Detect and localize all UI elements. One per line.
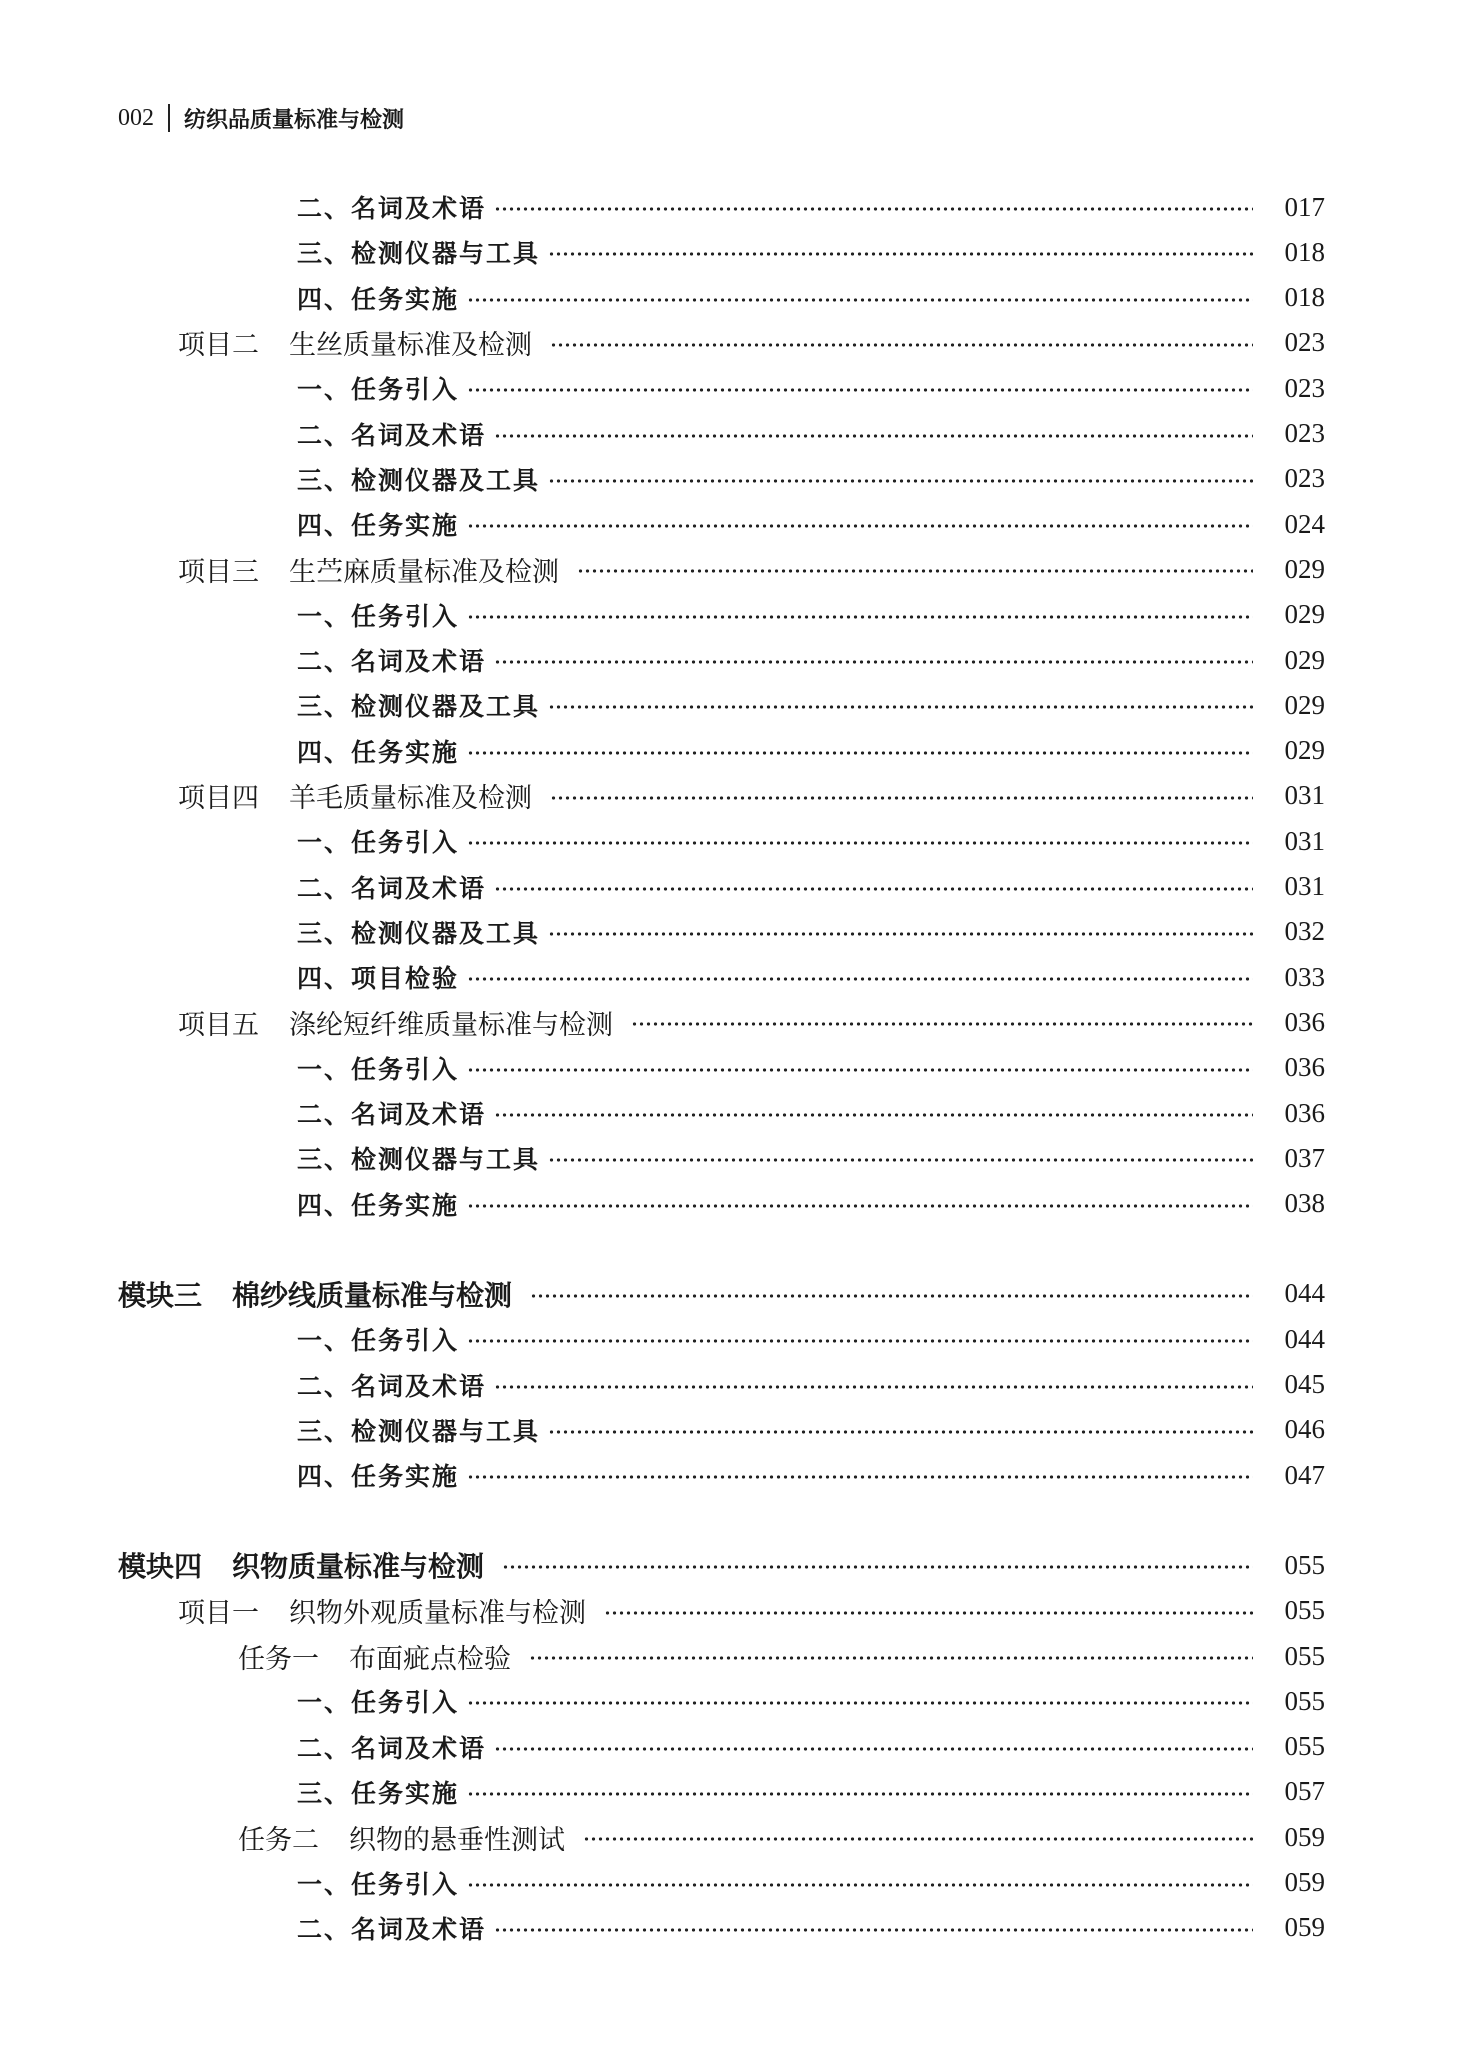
toc-subsection-entry[interactable] [0,1046,1325,1090]
toc-entry-title [178,776,532,815]
dot-leader [631,1022,1253,1026]
toc-entry-title [297,416,486,452]
toc-entry-title [297,914,540,950]
toc-page-number: 044 [1284,1278,1325,1309]
toc-subsection-entry[interactable] [0,1679,1325,1723]
toc-entry-text: 织物质量标准与检测 [232,1550,485,1584]
toc-subsection-entry[interactable] [0,502,1325,546]
toc-subsection-entry[interactable] [0,1408,1325,1452]
toc-entry-title [297,1774,459,1810]
toc-entry-title [238,1818,565,1857]
toc-entry-title [297,461,540,497]
toc-task-entry[interactable] [0,1815,1325,1859]
toc-entry-text: 二、名词及术语 [297,1371,487,1401]
toc-entry-text: 二、名词及术语 [297,873,487,903]
toc-entry-text: 二、名词及术语 [297,194,487,223]
toc-subsection-entry[interactable] [0,276,1325,320]
toc-subsection-entry[interactable] [0,366,1325,410]
toc-page-number: 029 [1284,644,1325,675]
toc-entry-title [297,234,540,270]
toc-page-number: 017 [1284,191,1325,222]
dot-leader [494,1747,1253,1751]
toc-subsection-entry[interactable] [0,910,1325,954]
toc-subsection-entry[interactable] [0,865,1325,909]
toc-entry-text: 三、检测仪器与工具 [297,1145,541,1175]
dot-leader [529,1656,1253,1660]
toc-page-number: 047 [1284,1459,1325,1490]
dot-leader [494,660,1253,664]
toc-entry-title [297,1865,459,1901]
toc-subsection-entry[interactable] [0,1725,1325,1769]
toc-subsection-entry[interactable] [0,412,1325,456]
toc-page-number: 057 [1284,1776,1325,1807]
toc-page-number: 029 [1284,735,1325,766]
toc-page-number: 055 [1284,1731,1325,1762]
toc-entry-text: 一、任务引入 [297,601,460,631]
toc-entry-title [297,1140,540,1176]
toc-entry-text: 二、名词及术语 [297,1100,487,1129]
toc-page-number: 033 [1284,961,1325,992]
dot-leader [467,1339,1253,1343]
toc-page-number: 023 [1284,372,1325,403]
toc-entry-text: 布面疵点检验 [349,1643,511,1675]
dot-leader [467,1068,1253,1072]
dot-leader [548,705,1253,709]
toc-entry-title [297,1457,459,1493]
toc-page-number: 023 [1284,418,1325,448]
toc-entry-title [297,642,486,678]
toc-project-entry[interactable] [0,1589,1325,1633]
toc-entry-title [297,823,459,859]
dot-leader [467,1475,1253,1479]
toc-entry-text: 四、任务实施 [297,1190,460,1220]
toc-page-number: 031 [1284,871,1325,901]
book-title: 纺织品质量标准与检测 [184,107,405,133]
toc-entry-title [297,189,486,225]
dot-leader [502,1565,1253,1569]
toc-entry-text: 三、检测仪器及工具 [297,692,541,722]
dot-leader [548,1430,1253,1434]
toc-entry-title [118,1545,484,1585]
toc-entry-number: 项目一 [178,1598,259,1630]
toc-subsection-entry[interactable] [0,457,1325,501]
toc-entry-title [178,1591,586,1630]
toc-subsection-entry[interactable] [0,1363,1325,1407]
toc-entry-text: 一、任务引入 [297,828,460,858]
toc-entry-text: 生苎麻质量标准及检测 [289,556,559,588]
toc-entry-text: 一、任务引入 [297,1326,460,1356]
dot-leader [550,796,1253,800]
toc-entry-text: 二、名词及术语 [297,420,487,450]
toc-subsection-entry[interactable] [0,1770,1325,1814]
dot-leader [577,569,1253,573]
toc-page-number: 038 [1284,1188,1325,1219]
dot-leader [467,751,1253,755]
toc-subsection-entry[interactable] [0,593,1325,637]
toc-subsection-entry[interactable] [0,230,1325,274]
dot-leader [494,434,1253,438]
dot-leader [467,1204,1253,1208]
dot-leader [467,1701,1253,1705]
toc-entry-title [297,506,459,542]
dot-leader [548,932,1253,936]
toc-page-number: 029 [1284,599,1325,630]
toc-project-entry[interactable] [0,1000,1325,1044]
toc-page-number: 055 [1284,1685,1325,1716]
toc-page-number: 036 [1284,1052,1325,1083]
toc-entry-text: 四、项目检验 [297,964,460,994]
toc-entry-text: 四、任务实施 [297,737,460,767]
toc-subsection-entry[interactable] [0,1861,1325,1905]
toc-entry-text: 一、任务引入 [297,1869,460,1899]
dot-leader [550,343,1253,347]
toc-entry-text: 二、名词及术语 [297,1733,487,1763]
toc-page-number: 023 [1284,463,1325,494]
dot-leader [467,298,1253,302]
toc-page-number: 036 [1284,1006,1325,1037]
toc-page-number: 029 [1284,689,1325,720]
running-header [118,96,404,140]
dot-leader [494,1113,1253,1117]
toc-page-number: 055 [1284,1549,1325,1580]
toc-project-entry[interactable] [0,547,1325,591]
toc-page-number: 055 [1284,1640,1325,1671]
toc-entry-text: 三、检测仪器及工具 [297,918,541,948]
toc-page-number: 031 [1284,825,1325,856]
toc-page-number: 018 [1284,282,1325,313]
toc-entry-title [178,550,559,589]
toc-page-number: 046 [1284,1414,1325,1445]
toc-page-number: 059 [1284,1821,1325,1852]
toc-subsection-entry[interactable] [0,819,1325,863]
toc-subsection-entry[interactable] [0,1182,1325,1226]
toc-entry-title [297,1412,540,1448]
toc-entry-title [118,1274,512,1314]
dot-leader [548,252,1253,256]
dot-leader [467,977,1253,981]
toc-entry-text: 四、任务实施 [297,511,460,541]
toc-subsection-entry[interactable] [0,1317,1325,1361]
toc-subsection-entry[interactable] [0,638,1325,682]
toc-entry-title [297,1321,459,1357]
toc-entry-title [178,323,532,362]
dot-leader [467,841,1253,845]
dot-leader [467,524,1253,528]
toc-page-number: 023 [1284,327,1325,358]
page-number: 002 [118,104,154,131]
dot-leader [583,1837,1253,1841]
toc-task-entry[interactable] [0,1634,1325,1678]
toc-project-entry[interactable] [0,774,1325,818]
toc-entry-text: 四、任务实施 [297,1462,460,1492]
dot-leader [548,1158,1253,1162]
toc-page-number: 059 [1284,1912,1325,1943]
dot-leader [494,1928,1253,1932]
toc-entry-title [297,370,459,406]
toc-entry-number: 项目五 [178,1009,259,1041]
toc-subsection-entry[interactable] [0,185,1325,229]
toc-entry-title [297,1186,459,1222]
toc-entry-text: 织物外观质量标准与检测 [289,1598,586,1630]
toc-page-number: 055 [1284,1595,1325,1626]
toc-entry-number: 任务一 [238,1643,319,1675]
toc-entry-title [178,1003,613,1042]
toc-page-number: 031 [1284,780,1325,811]
toc-entry-title [297,280,459,316]
toc-entry-number: 项目二 [178,330,259,362]
toc-subsection-entry[interactable] [0,1906,1325,1950]
dot-leader [467,1792,1253,1796]
toc-entry-title [238,1637,511,1676]
dot-leader [494,207,1253,211]
toc-page-number: 018 [1284,236,1325,267]
toc-entry-text: 一、任务引入 [297,1688,460,1718]
toc-entry-number: 项目三 [178,556,259,588]
toc-page-number: 024 [1284,508,1325,539]
dot-leader [494,1385,1253,1389]
dot-leader [467,388,1253,392]
toc-module-entry[interactable] [0,1543,1325,1587]
toc-entry-text: 织物的悬垂性测试 [349,1824,565,1856]
toc-subsection-entry[interactable] [0,1091,1325,1135]
toc-page-number: 037 [1284,1142,1325,1173]
dot-leader [604,1611,1253,1615]
toc-page-number: 029 [1284,553,1325,584]
dot-leader [530,1294,1253,1298]
toc-module-entry[interactable] [0,1272,1325,1316]
toc-entry-title [297,1367,486,1403]
toc-entry-title [297,597,459,633]
toc-entry-text: 三、检测仪器与工具 [297,239,541,269]
toc-entry-title [297,1729,486,1765]
toc-entry-text: 四、任务实施 [297,284,460,314]
toc-entry-number: 项目四 [178,783,259,815]
toc-entry-number: 模块四 [118,1550,203,1584]
toc-entry-text: 三、任务实施 [297,1778,460,1808]
toc-entry-text: 涤纶短纤维质量标准与检测 [289,1009,613,1041]
toc-subsection-entry[interactable] [0,729,1325,773]
toc-entry-title [297,959,459,995]
toc-entry-title [297,733,459,769]
toc-entry-title [297,1095,486,1131]
toc-entry-text: 二、名词及术语 [297,647,487,676]
toc-page-number: 032 [1284,916,1325,947]
toc-entry-number: 模块三 [118,1278,203,1312]
toc-entry-title [297,1683,459,1719]
toc-entry-text: 一、任务引入 [297,375,460,405]
toc-subsection-entry[interactable] [0,1136,1325,1180]
toc-entry-title [297,1910,486,1946]
toc-subsection-entry[interactable] [0,683,1325,727]
toc-entry-title [297,1050,459,1086]
toc-project-entry[interactable] [0,321,1325,365]
toc-entry-number: 任务二 [238,1824,319,1856]
toc-page-number: 059 [1284,1867,1325,1897]
toc-subsection-entry[interactable] [0,955,1325,999]
dot-leader [548,479,1253,483]
toc-entry-text: 羊毛质量标准及检测 [289,783,532,815]
toc-page-number: 044 [1284,1323,1325,1354]
toc-entry-text: 二、名词及术语 [297,1914,487,1944]
toc-entry-text: 三、检测仪器与工具 [297,1416,541,1446]
dot-leader [467,615,1253,619]
dot-leader [467,1883,1253,1887]
toc-entry-text: 棉纱线质量标准与检测 [232,1278,513,1312]
toc-entry-text: 一、任务引入 [297,1054,460,1084]
toc-entry-title [297,869,486,905]
toc-page-number: 036 [1284,1097,1325,1128]
toc-entry-title [297,687,540,723]
dot-leader [494,887,1253,891]
toc-entry-text: 三、检测仪器及工具 [297,465,541,495]
toc-entry-text: 生丝质量标准及检测 [289,330,532,362]
toc-subsection-entry[interactable] [0,1453,1325,1497]
header-divider [168,104,170,132]
toc-page-number: 045 [1284,1369,1325,1399]
